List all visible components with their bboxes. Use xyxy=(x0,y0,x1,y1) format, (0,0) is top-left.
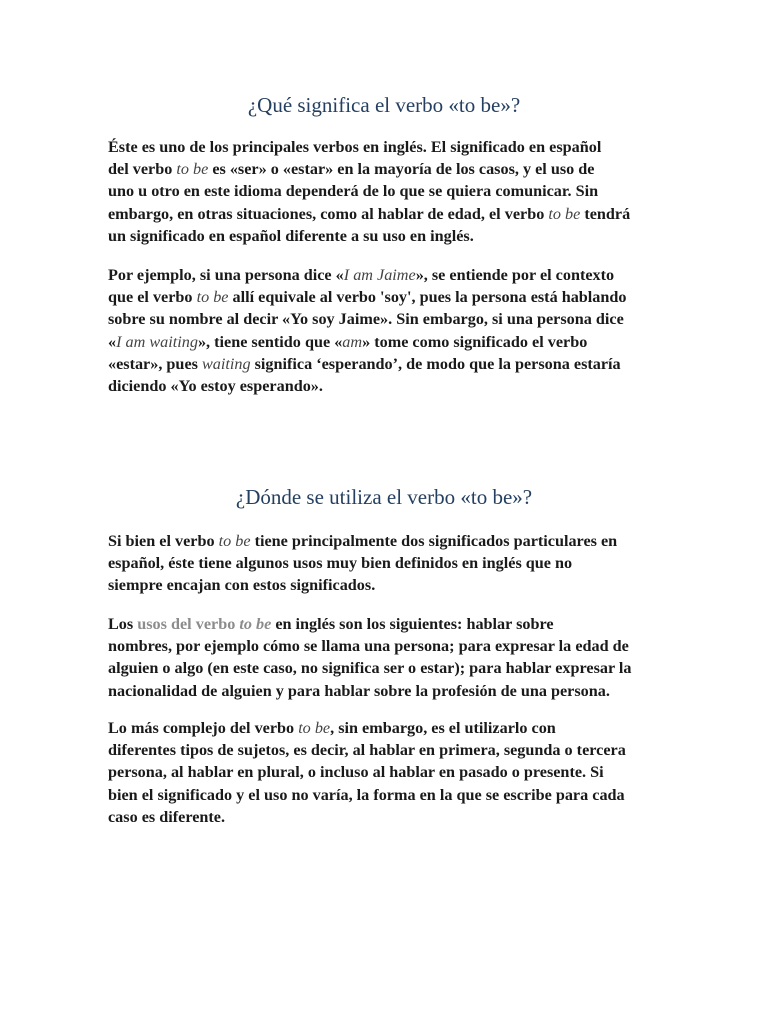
section-heading-usage: ¿Dónde se utiliza el verbo «to be»? xyxy=(235,485,533,509)
paragraph-usage-intro: Si bien el verbo to be tiene principalmente dos significados particulares en español, éste tiene algunos usos muy bien definidos en inglés que no siempre encajan con estos significados. xyxy=(108,532,618,595)
section-heading-meaning: ¿Qué significa el verbo «to be»? xyxy=(247,93,521,117)
usos-verbo-link[interactable]: usos del verbo to be xyxy=(137,615,272,633)
paragraph-meaning-example: Por ejemplo, si una persona dice «I am Jaime», se entiende por el contexto que el verbo to be allí equivale al verbo 'soy', pues la persona está hablando sobre su nombre al decir «Yo soy Jaime». Sin embargo, si una persona dice «I am waiting», tiene sentido que «am» tome como significado el verbo «estar», pues waiting significa ‘esperando’, de modo que la persona estaría diciendo «Yo estoy esperando». xyxy=(108,266,627,396)
paragraph-meaning-intro: Éste es uno de los principales verbos en inglés. El significado en español del verbo to be es «ser» o «estar» en la mayoría de los casos, y el uso de uno u otro en este idioma dependerá de lo que se quiera comunicar. Sin embargo, en otras situaciones, como al hablar de edad, el verbo to be tendrá un significado en español diferente a su uso en inglés. xyxy=(108,138,631,245)
paragraph-usage-list: Los usos del verbo to be en inglés son los siguientes: hablar sobre nombres, por ejemplo cómo se llama una persona; para expresar la edad de alguien o algo (en este caso, no significa ser o estar); para hablar expresar la nacionalidad de alguien y para hablar sobre la profesión de una persona. xyxy=(108,615,632,700)
paragraph-usage-complexity: Lo más complejo del verbo to be, sin embargo, es el utilizarlo con diferentes tipos de sujetos, es decir, al hablar en primera, segunda o tercera persona, al hablar en plural, o incluso al hablar en pasado o presente. Si bien el significado y el uso no varía, la forma en la que se escribe para cada caso es diferente. xyxy=(108,719,626,826)
